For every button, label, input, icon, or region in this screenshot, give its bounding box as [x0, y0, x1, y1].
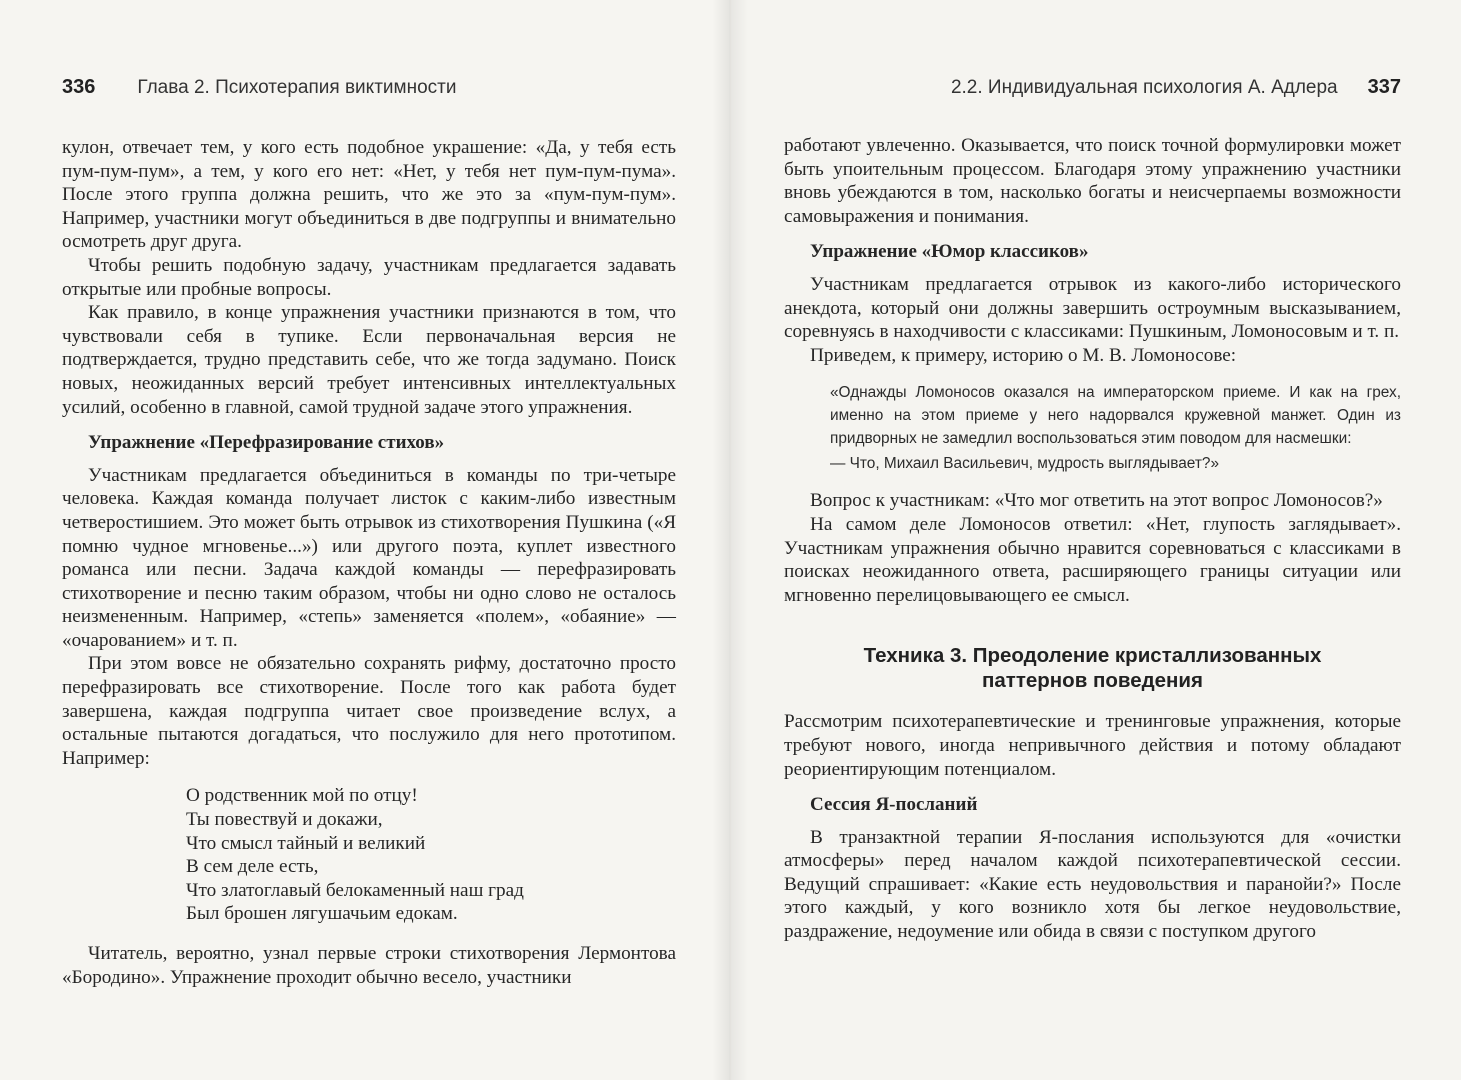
quote-text: «Однажды Ломоносов оказался на императорском приеме. И как на грех, именно на этом приеме у него надорвался кружевной манжет. Один из придворных не замедлил воспользоваться этим поводом для насмешки: — [830, 384, 1401, 448]
right-running-head — [784, 76, 1401, 99]
technique-heading — [784, 643, 1401, 693]
paragraph: Приведем, к примеру, историю о М. В. Ломоносове: — [810, 344, 1237, 366]
left-page-body — [62, 136, 676, 989]
poem-line: Что златоглавый белокаменный наш град — [186, 879, 524, 901]
paragraph: Рассмотрим психотерапевтические и тренинговые упражнения, которые требуют нового, иногда непривычного действия и потому обладают реориентирующим потенциалом. — [784, 711, 1401, 780]
technique-heading-line: паттернов поведения — [982, 669, 1203, 693]
exercise-heading: Упражнение «Юмор классиков» — [810, 241, 1089, 263]
paragraph: На самом деле Ломоносов ответил: «Нет, глупость заглядывает». Участникам упражнения обычно нравится соревноваться с классиками в поисках неожиданного ответа, расширяющего границы ситуации или мгновенно перелицовывающего ее смысл. — [784, 513, 1401, 606]
quote-dialog: — Что, Михаил Васильевич, мудрость выглядывает?» — [830, 455, 1220, 473]
right-page-number: 337 — [1367, 76, 1401, 98]
anecdote-quote — [830, 381, 1401, 475]
paragraph: Вопрос к участникам: «Что мог ответить на этот вопрос Ломоносов?» — [810, 490, 1383, 512]
poem-line: Ты повествуй и докажи, — [186, 809, 383, 831]
left-page — [0, 0, 730, 1080]
poem-line: Был брошен лягушачьим едокам. — [186, 903, 458, 925]
paragraph: работают увлеченно. Оказывается, что поиск точной формулировки может быть упоительным процессом. Благодаря этому упражнению участники вновь убеждаются в том, насколько богаты и неисчерпаемы возможности самовыражения и понимания. — [784, 135, 1401, 227]
paragraph: Читатель, вероятно, узнал первые строки стихотворения Лермонтова «Бородино». Упражнение проходит обычно весело, участники — [62, 943, 676, 988]
paragraph: Как правило, в конце упражнения участники признаются в том, что чувствовали себя в тупике. Если первоначальная версия не подтверждается, трудно представить себе, что же тогда задумано. Поиск новых, неожиданных версий требует интенсивных интеллектуальных усилий, особенно в главной, самой трудной задаче этого упражнения. — [62, 302, 676, 418]
technique-heading-line: Техника 3. Преодоление кристаллизованных — [863, 644, 1322, 668]
poem-line: О родственник мой по отцу! — [186, 785, 418, 807]
paragraph: кулон, отвечает тем, у кого есть подобное украшение: «Да, у тебя есть пум-пум-пум», а тем, у кого его нет: «Нет, у тебя нет пум-пум-пума». После этого группа должна решить, что же это за «пум-пум-пум». Например, участники могут объединиться в две подгруппы и внимательно осмотреть друг друга. — [62, 137, 676, 253]
left-page-number: 336 — [62, 76, 96, 98]
left-chapter-title: Глава 2. Психотерапия виктимности — [137, 77, 457, 98]
paragraph: Участникам предлагается объединиться в команды по три-четыре человека. Каждая команда получает листок с каким-либо известным четверостишием. Это может быть отрывок из стихотворения Пушкина («Я помню чудное мгновенье...») или другого поэта, куплет известного романса или песни. Задача каждой команды — перефразировать стихотворение и песню таким образом, чтобы ни одно слово не осталось неизмененным. Например, «степь» заменяется «полем», «обаяние» — «очарованием» и т. п. — [62, 464, 676, 651]
right-section-title: 2.2. Индивидуальная психология А. Адлера — [950, 77, 1338, 98]
paragraph: Участникам предлагается отрывок из какого-либо исторического анекдота, который они должны завершить остроумным высказыванием, соревнуясь в находчивости с классиками: Пушкиным, Ломоносовым и т. п. — [784, 273, 1401, 343]
right-page-body — [784, 134, 1401, 944]
paragraph: В транзактной терапии Я-послания используются для «очистки атмосферы» перед началом каждой психотерапевтической сессии. Ведущий спрашивает: «Какие есть неудовольствия и паранойи?» После этого каждый, у кого возникло хотя бы легкое неудовольствие, раздражение, недоумение или обида в связи с поступком другого — [784, 826, 1401, 943]
paragraph: При этом вовсе не обязательно сохранять рифму, достаточно просто перефразировать все стихотворение. После того как работа будет завершена, каждая подгруппа читает свое произведение вслух, а остальные пытаются догадаться, что послужило для него прототипом. Например: — [62, 653, 676, 769]
poem-line: В сем деле есть, — [186, 856, 319, 878]
exercise-heading: Упражнение «Перефразирование стихов» — [88, 432, 445, 454]
poem-line: Что смысл тайный и великий — [186, 832, 426, 854]
right-page — [730, 0, 1461, 1080]
exercise-heading: Сессия Я-посланий — [810, 794, 978, 816]
left-running-head — [62, 76, 676, 99]
poem — [186, 784, 676, 926]
paragraph: Чтобы решить подобную задачу, участникам предлагается задавать открытые или пробные вопросы. — [62, 254, 676, 300]
